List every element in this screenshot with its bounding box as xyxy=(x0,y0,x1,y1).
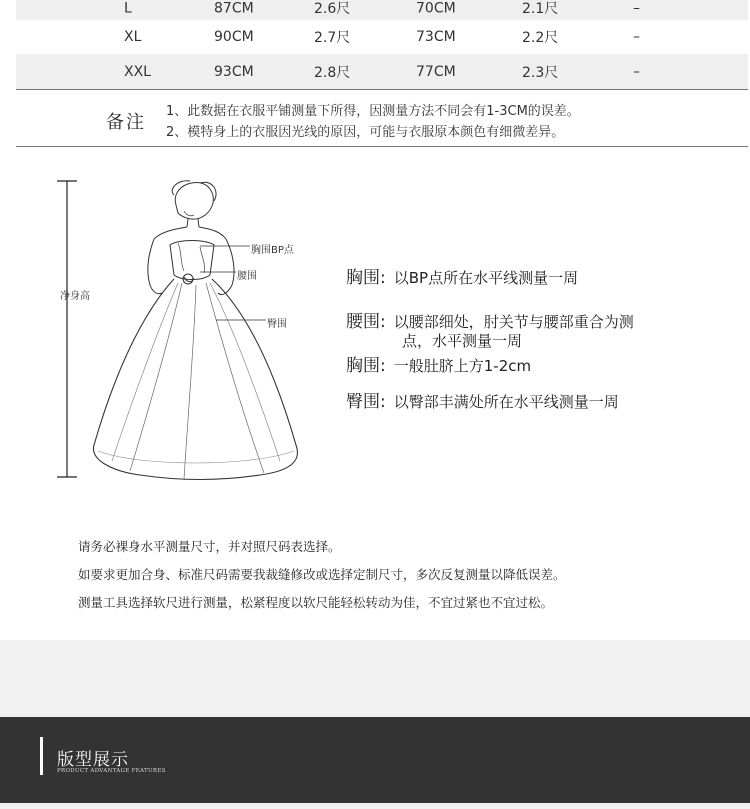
note-item: 2、模特身上的衣服因光线的原因，可能与衣服原本颜色有细微差异。 xyxy=(166,125,565,140)
table-cell: 93CM xyxy=(214,63,254,80)
measure-name: 腰围: xyxy=(346,312,386,332)
notes-label: 备注 xyxy=(106,112,146,133)
measure-desc: 以腰部细处，肘关节与腰部重合为测 xyxy=(393,313,634,331)
table-cell: 77CM xyxy=(416,63,456,80)
measure-underbust xyxy=(346,351,531,376)
measure-desc: 以BP点所在水平线测量一周 xyxy=(393,269,579,287)
table-cell: 90CM xyxy=(214,29,254,45)
table-row xyxy=(16,20,748,54)
table-cell: 2.8尺 xyxy=(314,64,351,81)
table-cell: 2.1尺 xyxy=(522,1,559,17)
measure-hip xyxy=(346,387,619,412)
measure-waist-cont: 点，水平测量一周 xyxy=(402,332,523,350)
tip-item: 如要求更加合身、标准尺码需要我裁缝修改或选择定制尺寸，多次反复测量以降低误差。 xyxy=(78,567,566,582)
waist-label: 腰围 xyxy=(237,271,257,282)
table-cell: 70CM xyxy=(416,0,456,17)
measure-desc: 以臀部丰满处所在水平线测量一周 xyxy=(393,393,619,411)
tip-item: 测量工具选择软尺进行测量，松紧程度以软尺能轻松转动为佳，不宜过紧也不宜过松。 xyxy=(78,595,554,610)
measure-bust xyxy=(346,263,578,288)
table-cell: – xyxy=(633,63,640,80)
table-cell: 73CM xyxy=(416,29,456,45)
section-title: 版型展示 xyxy=(57,750,129,770)
hip-label: 臀围 xyxy=(267,319,287,330)
measure-name: 胸围: xyxy=(346,268,386,288)
size-cell: XL xyxy=(124,29,142,45)
table-cell: – xyxy=(633,29,640,45)
table-cell: – xyxy=(633,0,640,17)
section-accent-bar xyxy=(40,737,43,775)
size-cell: L xyxy=(124,0,132,17)
table-cell: 87CM xyxy=(214,0,254,17)
measure-desc: 一般肚脐上方1-2cm xyxy=(393,357,532,375)
table-cell: 2.2尺 xyxy=(522,30,559,46)
tip-item: 请务必裸身水平测量尺寸，并对照尺码表选择。 xyxy=(78,539,341,554)
size-cell: XXL xyxy=(124,63,151,80)
table-row xyxy=(16,54,748,89)
gown-sketch-illustration xyxy=(50,175,340,485)
table-cell: 2.7尺 xyxy=(314,30,351,46)
measure-name: 胸围: xyxy=(346,356,386,376)
bust-point-label: 胸围BP点 xyxy=(251,245,294,256)
note-item: 1、此数据在衣服平铺测量下所得，因测量方法不同会有1-3CM的误差。 xyxy=(166,104,580,119)
section-spacer xyxy=(0,640,750,717)
notes-divider-top xyxy=(16,89,748,90)
table-cell: 2.3尺 xyxy=(522,64,559,81)
measure-name: 臀围: xyxy=(346,392,386,412)
table-cell: 2.6尺 xyxy=(314,1,351,17)
section-subtitle: PRODUCT ADVANTAGE FEATURES xyxy=(57,768,166,774)
notes-divider-bottom xyxy=(16,146,748,147)
bottom-strip xyxy=(0,803,750,809)
table-row xyxy=(16,0,748,20)
measure-waist xyxy=(346,307,634,332)
height-label: 净身高 xyxy=(60,291,90,302)
